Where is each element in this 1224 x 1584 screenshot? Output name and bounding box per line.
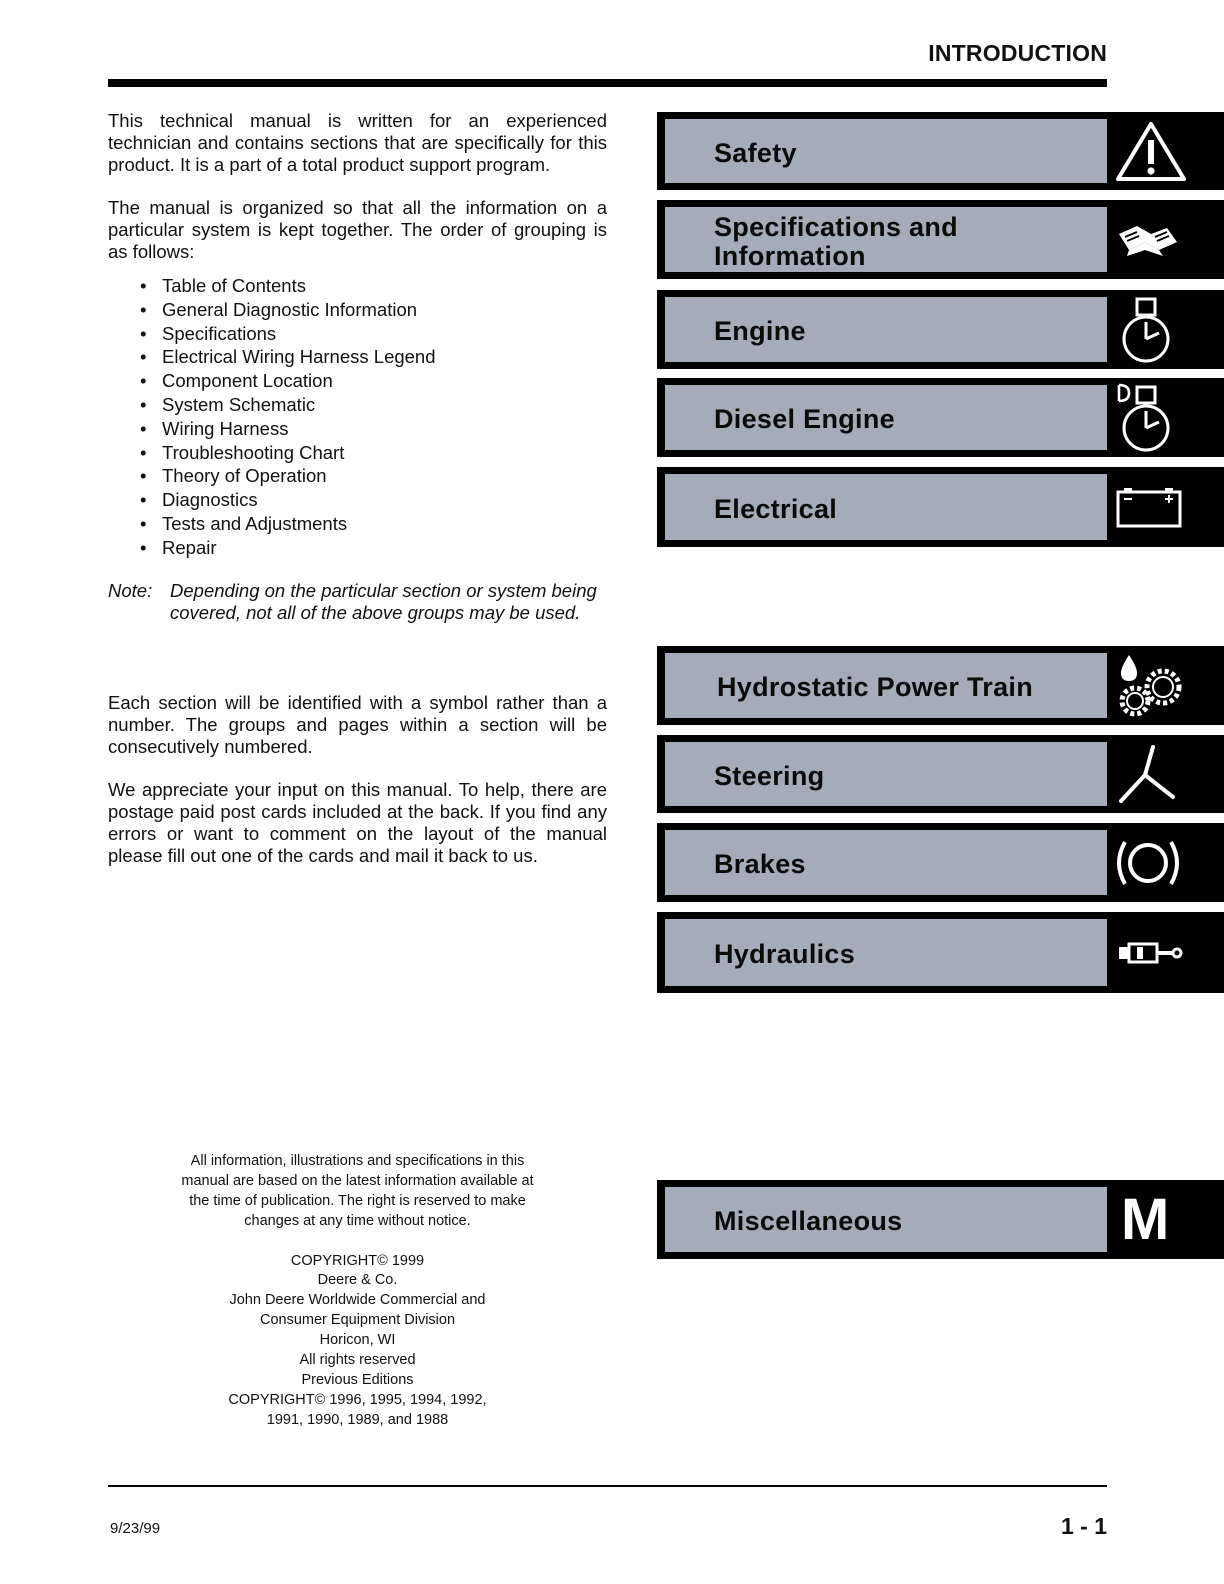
list-item: • Repair [140, 536, 607, 560]
section-label: Diesel Engine [714, 404, 895, 434]
section-label: Hydraulics [714, 939, 856, 969]
list-item: • Component Location [140, 369, 607, 393]
copyright-line: COPYRIGHT© 1999 [290, 1252, 425, 1269]
intro-text [108, 110, 607, 867]
section-tab-diesel-engine[interactable] [657, 378, 1224, 457]
gears-drop-icon [1109, 646, 1224, 725]
warning-triangle-icon [1109, 112, 1224, 190]
section-label: Engine [714, 316, 806, 346]
footer-rule [108, 1485, 1107, 1487]
list-item: • Troubleshooting Chart [140, 441, 607, 465]
section-label: Steering [714, 760, 825, 791]
open-book-icon [1109, 200, 1224, 279]
list-item: • Theory of Operation [140, 464, 607, 488]
note [108, 580, 607, 624]
section-tab-miscellaneous[interactable] [657, 1180, 1224, 1259]
battery-icon [1109, 467, 1224, 547]
list-item: • Electrical Wiring Harness Legend [140, 345, 607, 369]
section-label: Brakes [714, 849, 806, 879]
section-tab-electrical[interactable] [657, 467, 1224, 547]
note-text: Depending on the particular section or system being covered, not all of the above groups may be used. [170, 579, 597, 623]
diesel-engine-icon [1109, 378, 1224, 457]
intro-paragraph: Each section will be identified with a symbol rather than a number. The groups and pages within a section will be consecutively numbered. [108, 691, 607, 757]
section-tab-hydraulics[interactable] [657, 912, 1224, 993]
section-tab-brakes[interactable] [657, 823, 1224, 902]
section-tab-safety[interactable] [657, 112, 1224, 190]
copyright-line: Deere & Co. [317, 1272, 398, 1289]
section-label: Specifications and Information [714, 211, 958, 271]
copyright-line: COPYRIGHT© 1996, 1995, 1994, 1992, [228, 1391, 487, 1408]
list-item: • System Schematic [140, 393, 607, 417]
section-label: Miscellaneous [714, 1206, 903, 1236]
section-label: Safety [714, 137, 797, 168]
list-item: • Tests and Adjustments [140, 512, 607, 536]
hydraulic-cylinder-icon [1109, 912, 1224, 993]
spacer [108, 624, 607, 692]
section-label: Electrical [714, 493, 838, 524]
engine-gauge-icon [1109, 290, 1224, 369]
section-label: Hydrostatic Power Train [717, 672, 1033, 702]
header-rule [108, 79, 1107, 87]
intro-paragraph: We appreciate your input on this manual. To help, there are postage paid post cards included at the back. If you find any errors or want to comment on the layout of the manual please fill out one of the cards and mail it back to us. [108, 778, 607, 866]
section-tab-steering[interactable] [657, 735, 1224, 813]
page-header-title: INTRODUCTION [928, 40, 1107, 66]
intro-paragraph: This technical manual is written for an experienced technician and contains sections that are specifically for this product. It is a part of a total product support program. [108, 110, 607, 175]
intro-paragraph: The manual is organized so that all the information on a particular system is kept together. The order of grouping is as follows: [108, 197, 607, 262]
note-label: Note: [108, 579, 153, 601]
section-tab-engine[interactable] [657, 290, 1224, 369]
brake-drum-icon [1109, 823, 1224, 902]
section-tab-specifications[interactable] [657, 200, 1224, 279]
group-list [108, 274, 607, 560]
copyright-line: All rights reserved [299, 1352, 416, 1369]
copyright-line: Consumer Equipment Division [259, 1312, 456, 1329]
list-item: • General Diagnostic Information [140, 298, 607, 322]
list-item: • Table of Contents [140, 274, 607, 298]
copyright-block [180, 1152, 535, 1431]
section-tab-hydrostatic-power-train[interactable] [657, 646, 1224, 725]
copyright-line: Previous Editions [301, 1371, 414, 1388]
list-item: • Wiring Harness [140, 417, 607, 441]
copyright-line: 1991, 1990, 1989, and 1988 [266, 1411, 449, 1428]
list-item: • Specifications [140, 322, 607, 346]
disclaimer: All information, illustrations and specifications in this manual are based on the latest information available at the time of publication. The right is reserved to make changes at any time without notice. [181, 1153, 534, 1229]
copyright-line: John Deere Worldwide Commercial and [229, 1292, 486, 1309]
footer-date: 9/23/99 [110, 1520, 161, 1537]
copyright-line: Horicon, WI [319, 1332, 396, 1349]
page-number: 1 - 1 [1060, 1513, 1107, 1539]
steering-icon [1109, 735, 1224, 813]
letter-m-text: M [1121, 1186, 1170, 1252]
letter-m-icon [1109, 1180, 1224, 1259]
list-item: • Diagnostics [140, 488, 607, 512]
